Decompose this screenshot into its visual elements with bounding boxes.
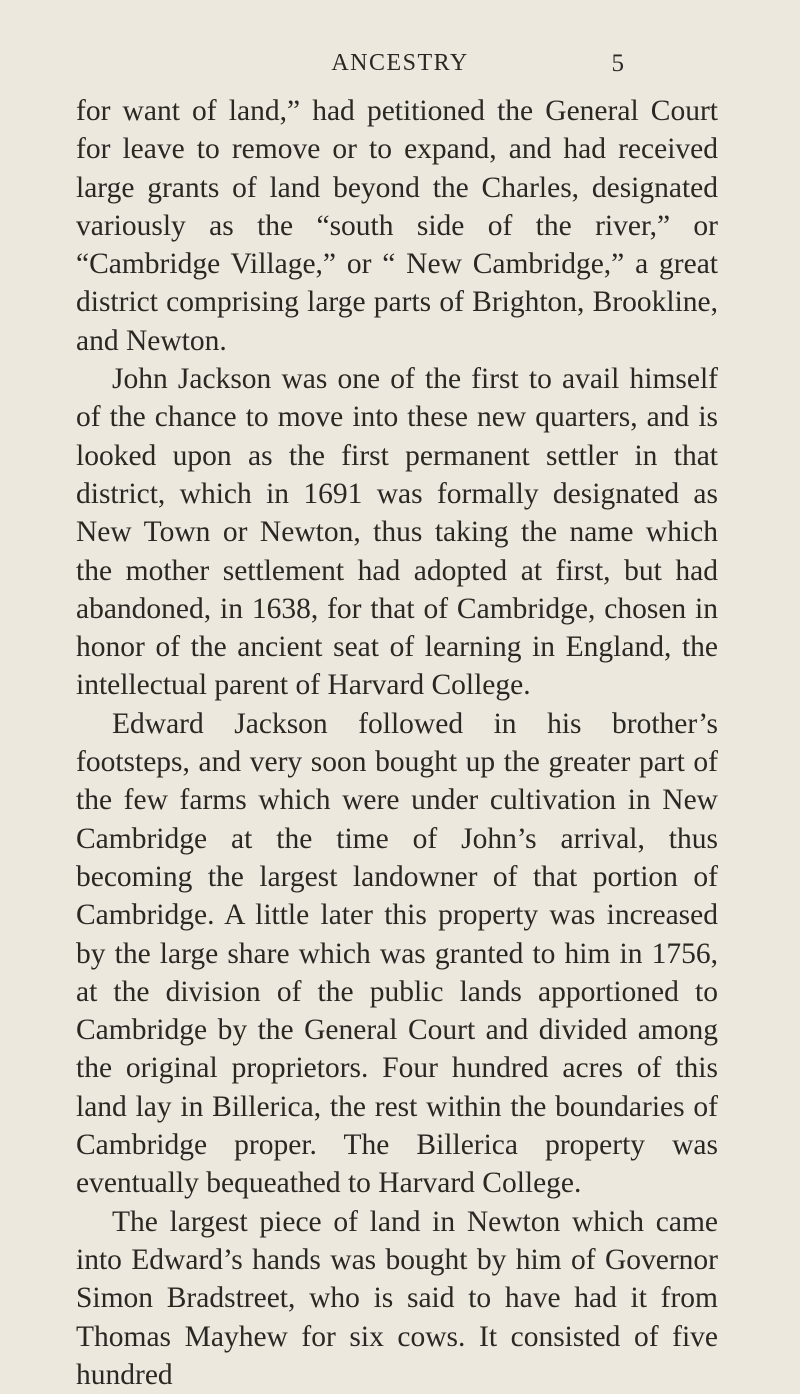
- body-text: [76, 92, 718, 1394]
- page-number: 5: [611, 50, 624, 77]
- paragraph: The largest piece of land in Newton which came into Edward’s hands was bought by him of Governor Simon Bradstreet, who is said to have had it from Thomas Mayhew for six cows. It consisted of five hundred: [76, 1205, 718, 1391]
- paragraph: Edward Jackson followed in his brother’s footsteps, and very soon bought up the greater part of the few farms which were under cultivation in New Cambridge at the time of John’s arrival, thus becoming the largest landowner of that portion of Cambridge. A little later this property was increased by the large share which was granted to him in 1756, at the division of the public lands apportioned to Cambridge by the General Court and divided among the original proprietors. Four hundred acres of this land lay in Billerica, the rest within the boundaries of Cambridge proper. The Billerica property was eventually bequeathed to Harvard College.: [76, 707, 718, 1200]
- paragraph: John Jackson was one of the first to avail himself of the chance to move into these new quarters, and is looked upon as the first permanent settler in that district, which in 1691 was formally designated as New Town or Newton, thus taking the name which the mother settlement had adopted at first, but had abandoned, in 1638, for that of Cambridge, chosen in honor of the ancient seat of learning in England, the intellectual parent of Harvard College.: [76, 363, 718, 702]
- paragraph: for want of land,” had petitioned the General Court for leave to remove or to expand, and had received large grants of land beyond the Charles, designated variously as the “south side of the river,” or “Cambridge Village,” or “ New Cambridge,” a great district comprising large parts of Brighton, Brookline, and Newton.: [76, 95, 718, 357]
- running-head: [0, 50, 800, 90]
- page-title: ANCESTRY: [331, 50, 469, 76]
